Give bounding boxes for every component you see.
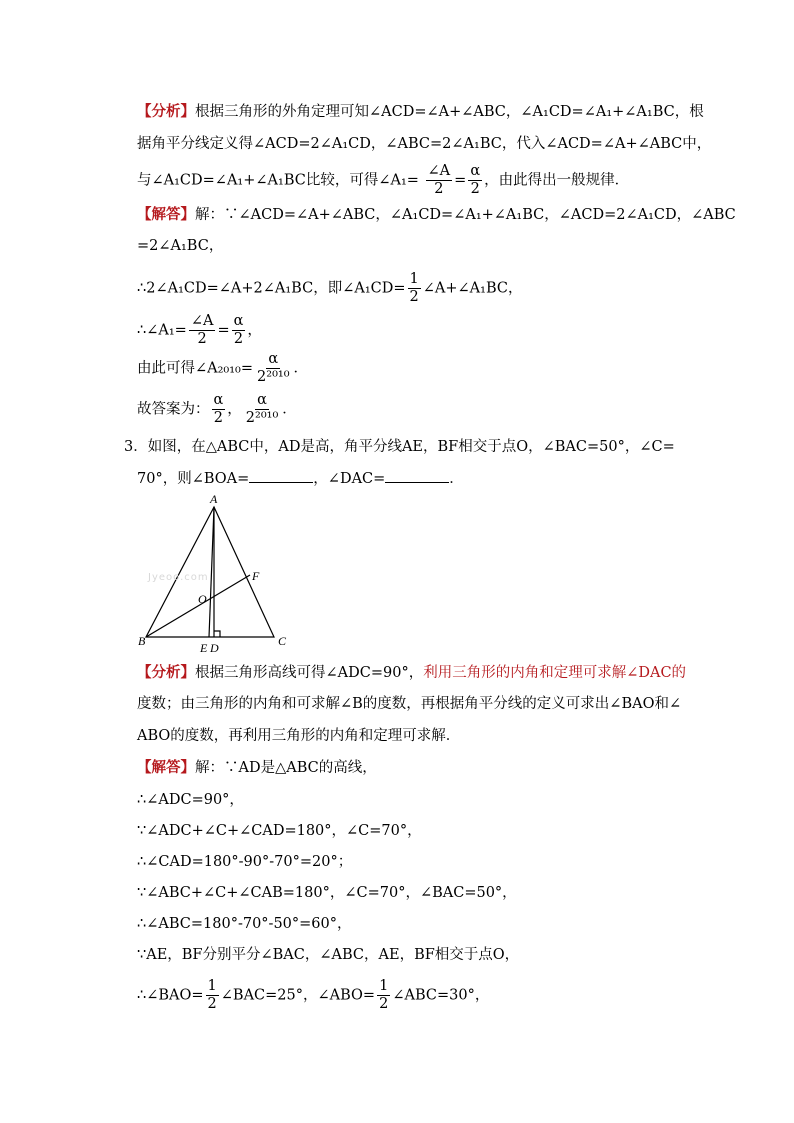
- q3-analysis-text-1-red: 利用三角形的内角和定理可求解∠DAC的: [423, 665, 687, 681]
- fraction-denominator: 2: [197, 331, 207, 347]
- fraction-numerator: α: [268, 351, 279, 367]
- q3-solution-line-4: [137, 852, 352, 872]
- q2-analysis-line-1: [137, 102, 704, 122]
- fraction-denominator: 2: [207, 996, 217, 1012]
- vertex-label-b: B: [138, 634, 146, 648]
- q2-solution-text-2: =2∠A₁BC，: [137, 238, 224, 254]
- right-angle-mark: [214, 631, 220, 637]
- fraction-denominator: 2: [379, 996, 389, 1012]
- fraction: [244, 392, 280, 427]
- q2-analysis-text-3-pre: 与∠A₁CD=∠A₁+∠A₁BC比较，可得∠A₁=: [137, 172, 419, 189]
- fraction-denominator: 2²⁰¹⁰: [245, 410, 279, 426]
- vertex-label-a: A: [210, 492, 218, 506]
- fraction: [255, 351, 291, 386]
- fraction: [468, 163, 482, 198]
- q2-analysis-text-2: 据角平分线定义得∠ACD=2∠A₁CD，∠ABC=2∠A₁BC，代入∠ACD=∠A+∠ABC中，: [137, 136, 712, 152]
- equals-sign: =: [454, 172, 467, 189]
- fraction-denominator: 2: [213, 410, 224, 426]
- point-label-o: O: [198, 592, 207, 606]
- q2-analysis-text-1: 根据三角形的外角定理可知∠ACD=∠A+∠ABC，∠A₁CD=∠A₁+∠A₁BC，根: [195, 104, 704, 120]
- fraction-denominator: 2: [409, 289, 419, 305]
- bisector-ae: [209, 507, 214, 637]
- q3-stem-text-2-post: ．: [449, 471, 464, 487]
- fraction: [212, 392, 226, 427]
- fraction-numerator: 1: [409, 271, 419, 287]
- q3-analysis-line-2: [137, 694, 681, 714]
- q2-solution-text-5-pre: 由此可得∠A₂₀₁₀=: [137, 360, 254, 377]
- q3-stem-text-1: 3．如图，在△ABC中，AD是高，角平分线AE，BF相交于点O，∠BAC=50°，∠C=: [124, 439, 675, 455]
- fraction-denominator: 2: [470, 181, 480, 197]
- q3-solution-line-8: [137, 978, 489, 1013]
- separator: ，: [227, 401, 242, 418]
- q3-stem-text-2-mid: ，∠DAC=: [313, 471, 386, 487]
- fraction-numerator: ∠A: [427, 163, 451, 179]
- fraction-numerator: 1: [379, 978, 389, 994]
- fraction-denominator: 2: [434, 181, 444, 197]
- q2-analysis-text-3-post: ，由此得出一般规律．: [484, 172, 630, 189]
- q2-solution-line-5: [137, 351, 308, 386]
- q3-solution-line-5: [137, 883, 517, 903]
- fraction-numerator: ∠A: [190, 313, 214, 329]
- q3-solution-text-8-pre: ∴∠BAO=: [137, 987, 204, 1004]
- equals-sign: =: [217, 322, 230, 339]
- q2-analysis-line-3: [137, 163, 629, 198]
- solution-tag: 【解答】: [137, 759, 195, 776]
- fraction: [426, 163, 453, 198]
- q2-solution-line-1: [137, 205, 736, 225]
- q3-solution-text-6: ∴∠ABC=180°-70°-50°=60°，: [137, 916, 352, 932]
- q2-solution-text-1: 解：∵∠ACD=∠A+∠ABC，∠A₁CD=∠A₁+∠A₁BC，∠ACD=2∠A₁CD，∠ABC: [195, 207, 736, 223]
- fraction-denominator: 2²⁰¹⁰: [257, 369, 290, 385]
- q3-stem-line-2: [137, 468, 464, 489]
- q3-stem-line-1: [124, 437, 675, 457]
- point-label-f: F: [252, 569, 260, 583]
- q3-analysis-line-1: [137, 663, 686, 683]
- q2-solution-text-3-pre: ∴2∠A₁CD=∠A+2∠A₁BC，即∠A₁CD=: [137, 280, 406, 297]
- q2-solution-text-4-pre: ∴∠A₁=: [137, 322, 187, 339]
- q3-analysis-text-2: 度数；由三角形的内角和可求解∠B的度数，再根据角平分线的定义可求出∠BAO和∠: [137, 696, 682, 712]
- q3-solution-line-7: [137, 945, 519, 965]
- point-label-d: D: [210, 641, 219, 655]
- q3-solution-text-3: ∵∠ADC+∠C+∠CAD=180°，∠C=70°，: [137, 823, 422, 839]
- watermark: Jyeoo.com: [148, 572, 209, 583]
- q3-solution-line-1: [137, 758, 377, 778]
- q2-solution-text-6-pre: 故答案为：: [137, 401, 210, 418]
- analysis-tag: 【分析】: [137, 664, 195, 681]
- q2-solution-line-3: [137, 271, 522, 306]
- q3-solution-text-4: ∴∠CAD=180°-90°-70°=20°；: [137, 854, 353, 870]
- q2-solution-line-6: [137, 392, 297, 427]
- q3-solution-text-5: ∵∠ABC+∠C+∠CAB=180°，∠C=70°，∠BAC=50°，: [137, 885, 517, 901]
- q3-analysis-text-3: ABO的度数，再利用三角形的内角和定理可求解．: [137, 728, 461, 744]
- q3-stem-text-2-pre: 70°，则∠BOA=: [137, 471, 250, 487]
- q3-analysis-line-3: [137, 726, 460, 746]
- fraction-numerator: 1: [207, 978, 217, 994]
- fraction: [232, 313, 246, 348]
- analysis-tag: 【分析】: [137, 103, 195, 120]
- fraction-denominator: 2: [233, 331, 244, 347]
- vertex-label-c: C: [278, 634, 287, 648]
- fraction-numerator: α: [233, 313, 244, 329]
- q3-solution-line-2: [137, 790, 244, 810]
- q2-solution-text-6-post: ．: [282, 401, 297, 418]
- q2-analysis-line-2: [137, 134, 711, 154]
- fraction: [377, 978, 390, 1013]
- fraction-numerator: α: [213, 392, 224, 408]
- q2-solution-text-3-post: ∠A+∠A₁BC，: [422, 280, 523, 297]
- q2-solution-line-4: [137, 313, 262, 348]
- answer-blank-dac[interactable]: [385, 468, 449, 483]
- q2-solution-text-5-post: ．: [293, 360, 309, 377]
- q2-solution-line-2: [137, 236, 223, 256]
- fraction: [408, 271, 421, 306]
- solution-tag: 【解答】: [137, 206, 195, 223]
- answer-blank-boa[interactable]: [249, 468, 313, 483]
- q3-solution-line-6: [137, 914, 352, 934]
- fraction-numerator: α: [257, 392, 267, 408]
- q3-solution-text-8-post: ∠ABC=30°，: [392, 987, 490, 1004]
- q3-analysis-text-1: 根据三角形高线可得∠ADC=90°，: [195, 665, 424, 681]
- fraction: [206, 978, 219, 1013]
- point-label-e: E: [200, 641, 208, 655]
- q3-solution-line-3: [137, 821, 422, 841]
- q3-solution-text-1: 解：∵AD是△ABC的高线，: [195, 760, 377, 776]
- fraction: [189, 313, 216, 348]
- q2-solution-text-4-post: ，: [247, 322, 262, 339]
- q3-solution-text-2: ∴∠ADC=90°，: [137, 792, 244, 808]
- fraction-numerator: α: [470, 163, 481, 179]
- q3-solution-text-8-mid: ∠BAC=25°，∠ABO=: [220, 987, 376, 1004]
- q3-solution-text-7: ∵AE，BF分别平分∠BAC，∠ABC，AE，BF相交于点O，: [137, 947, 520, 963]
